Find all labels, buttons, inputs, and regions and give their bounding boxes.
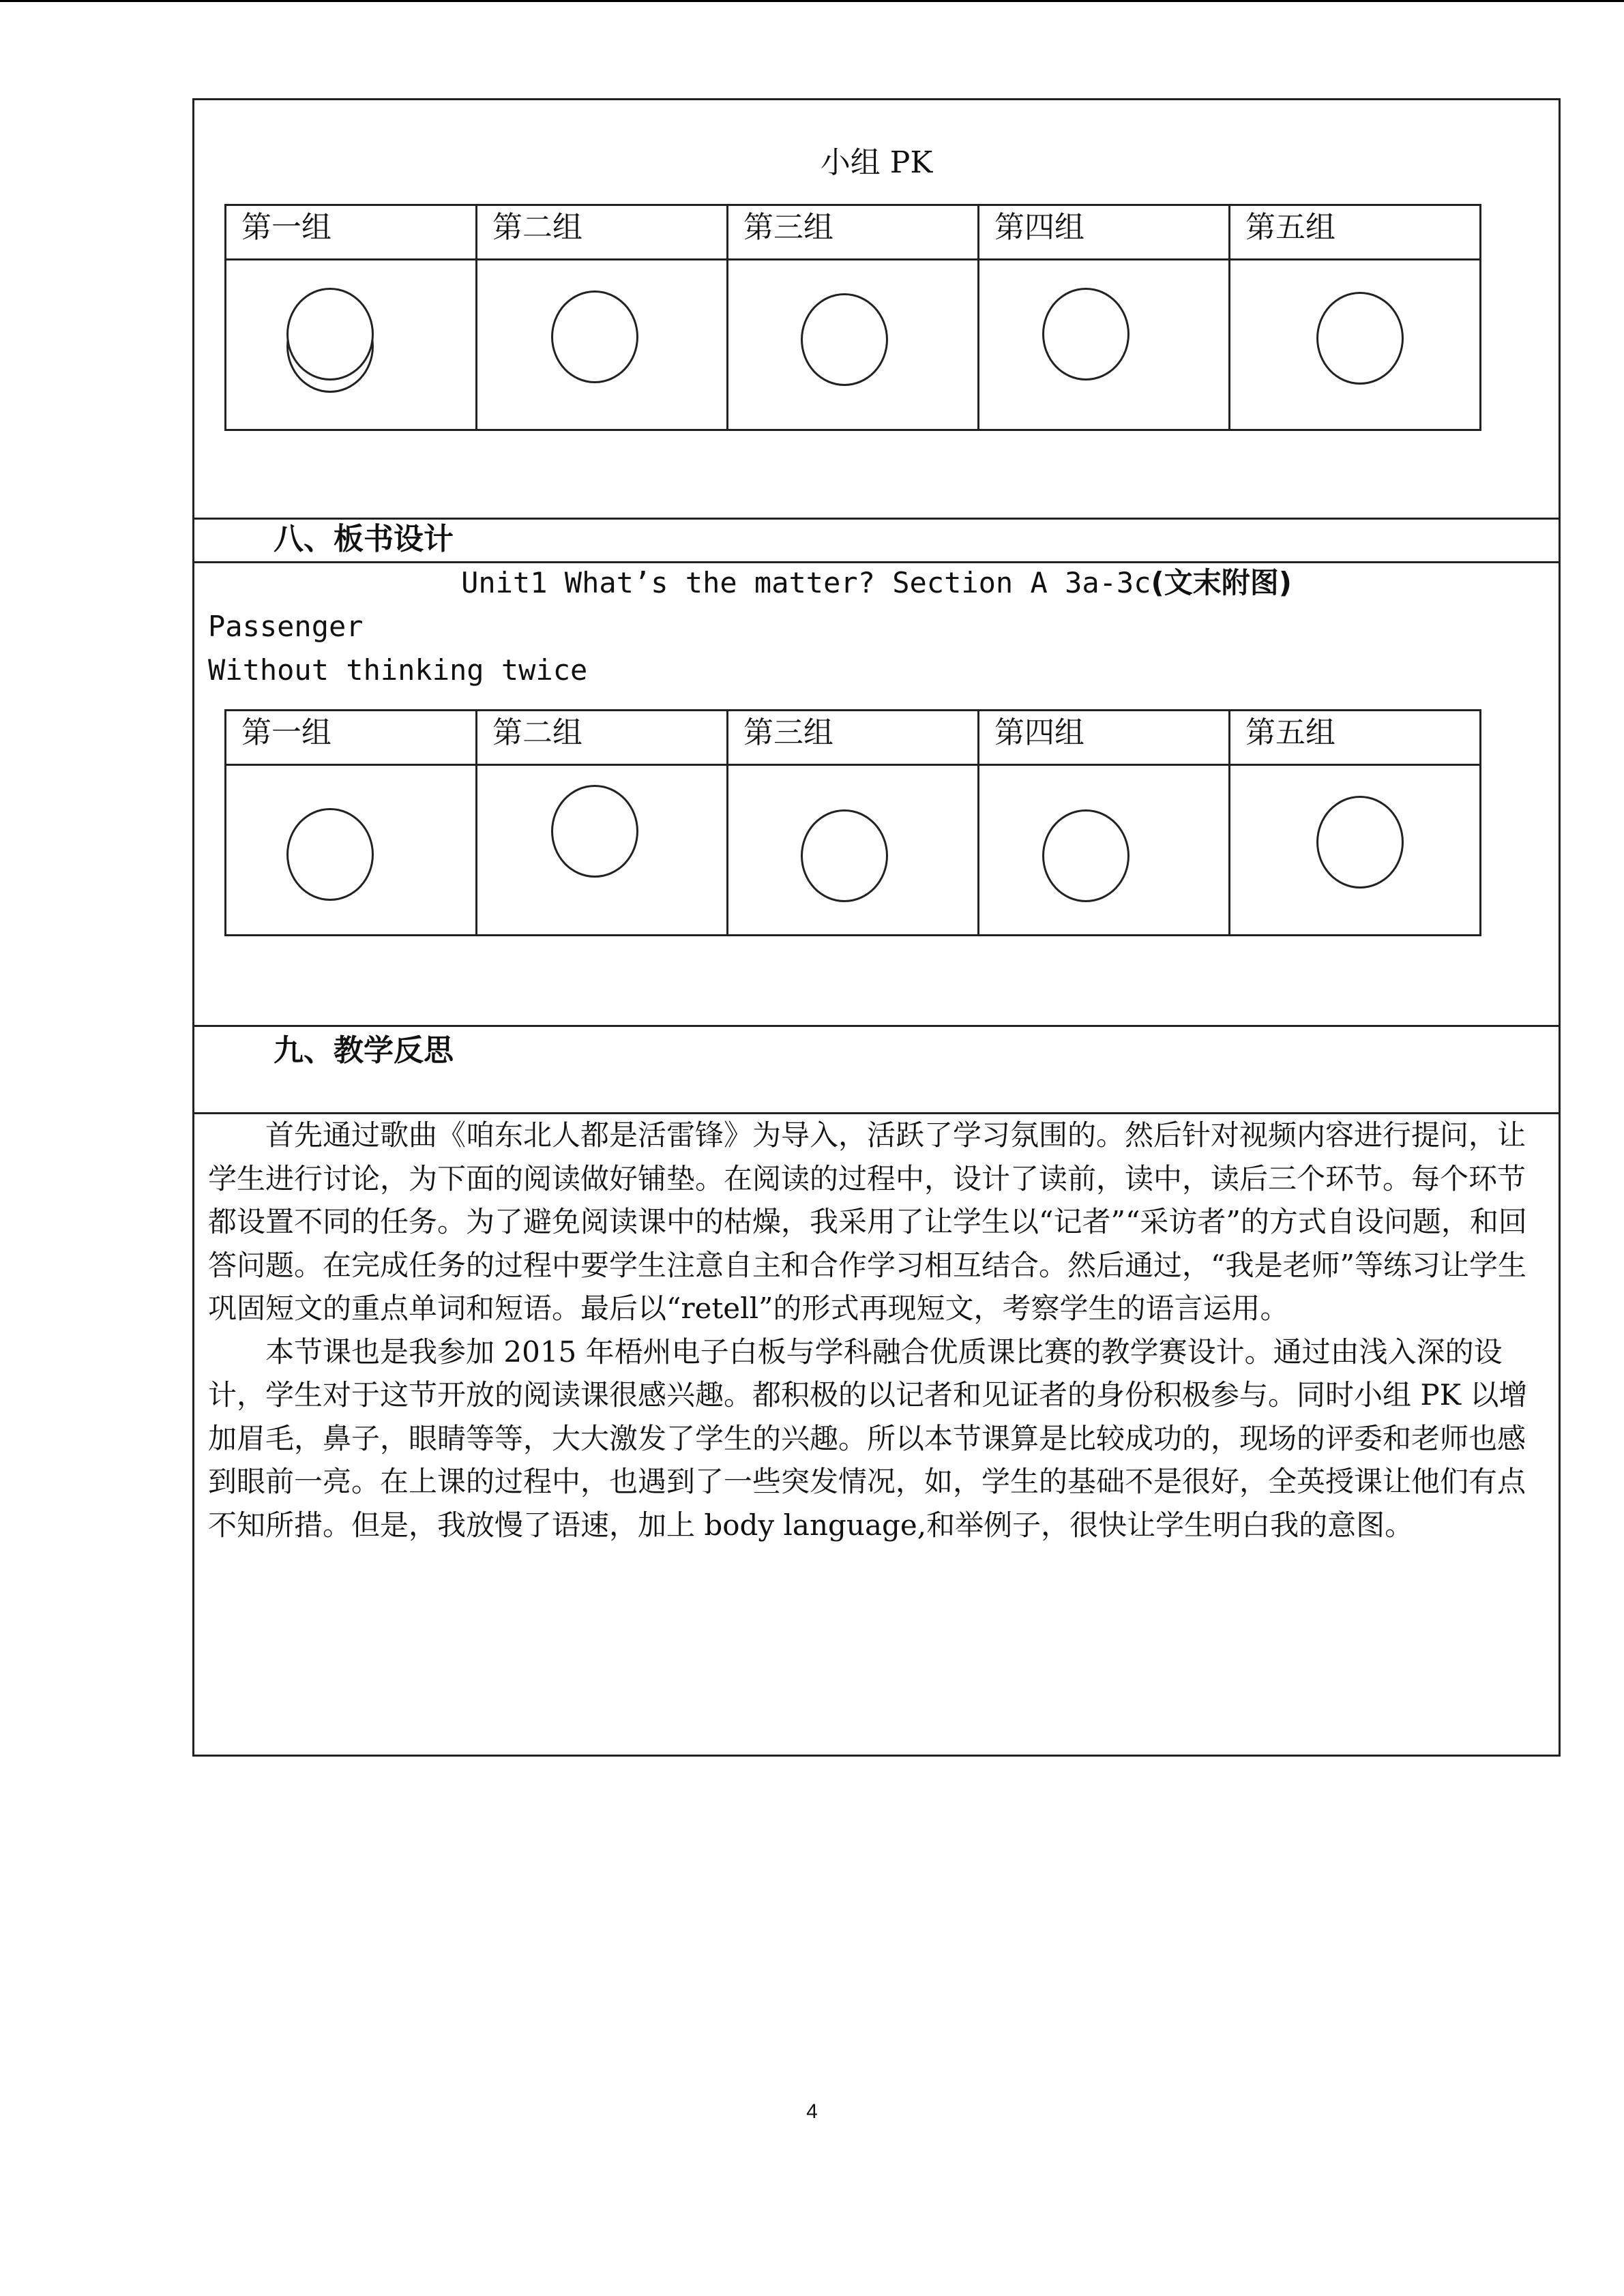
face-circle-icon: [286, 288, 374, 381]
group-cell-5: [1230, 765, 1481, 936]
face-circle-icon: [1316, 292, 1404, 385]
row-divider: [194, 561, 1559, 563]
group-header-2: 第二组: [477, 205, 728, 260]
lesson-plan-table: [192, 98, 1561, 1757]
reflection-text: [208, 1114, 1549, 1547]
group-cell-2: [477, 765, 728, 936]
row-divider: [194, 1025, 1559, 1027]
face-circle-icon: [801, 293, 888, 386]
face-circle-icon: [1042, 809, 1130, 902]
group-pk-table-2: [224, 709, 1481, 936]
group-cell-1: [226, 260, 477, 430]
group-header-5: 第五组: [1230, 711, 1481, 765]
top-border-line: [0, 0, 1624, 2]
face-circle-icon: [551, 290, 638, 383]
group-header-3: 第三组: [728, 711, 979, 765]
board-line-passenger: Passenger: [208, 610, 364, 643]
group-header-4: 第四组: [979, 205, 1230, 260]
face-circle-icon: [551, 785, 638, 878]
group-header-4: 第四组: [979, 711, 1230, 765]
unit-title: [194, 564, 1559, 602]
reflection-paragraph-2: 本节课也是我参加 2015 年梧州电子白板与学科融合优质课比赛的教学赛设计。通过由浅入深的设计，学生对于这节开放的阅读课很感兴趣。都积极的以记者和见证者的身份积极参与。同时小组 PK 以增加眉毛，鼻子，眼睛等等，大大激发了学生的兴趣。所以本节课算是比较成功的，现场的评委和老师也感到眼前一亮。在上课的过程中，也遇到了一些突发情况，如，学生的基础不是很好，全英授课让他们有点不知所措。但是，我放慢了语速，加上 body language,和举例子，很快让学生明白我的意图。: [208, 1335, 1528, 1542]
group-header-1: 第一组: [226, 711, 477, 765]
section-8-heading: 八、板书设计: [274, 522, 454, 556]
group-cell-1: [226, 765, 477, 936]
section-9-heading: 九、教学反思: [274, 1033, 454, 1068]
group-cell-4: [979, 765, 1230, 936]
group-pk-title: 小组 PK: [820, 145, 933, 180]
group-cell-5: [1230, 260, 1481, 430]
group-cell-3: [728, 260, 979, 430]
unit-title-suffix: (文末附图): [1151, 566, 1292, 599]
face-circle-icon: [286, 808, 374, 901]
group-header-3: 第三组: [728, 205, 979, 260]
group-cell-3: [728, 765, 979, 936]
face-circle-icon: [801, 809, 888, 902]
group-cell-4: [979, 260, 1230, 430]
page-number: 4: [806, 2100, 818, 2123]
board-line-without-thinking: Without thinking twice: [208, 653, 588, 687]
face-circle-icon: [1042, 288, 1130, 381]
group-header-1: 第一组: [226, 205, 477, 260]
face-circle-icon: [1316, 796, 1404, 889]
unit-title-text: Unit1 What’s the matter? Section A 3a-3c: [461, 566, 1151, 599]
group-pk-table-1: [224, 204, 1481, 431]
group-header-2: 第二组: [477, 711, 728, 765]
group-header-5: 第五组: [1230, 205, 1481, 260]
row-divider: [194, 518, 1559, 520]
reflection-paragraph-1: 首先通过歌曲《咱东北人都是活雷锋》为导入，活跃了学习氛围的。然后针对视频内容进行提问，让学生进行讨论，为下面的阅读做好铺垫。在阅读的过程中，设计了读前，读中，读后三个环节。每个环节都设置不同的任务。为了避免阅读课中的枯燥，我采用了让学生以“记者”“采访者”的方式自设问题，和回答问题。在完成任务的过程中要学生注意自主和合作学习相互结合。然后通过，“我是老师”等练习让学生巩固短文的重点单词和短语。最后以“retell”的形式再现短文，考察学生的语言运用。: [208, 1118, 1527, 1325]
group-cell-2: [477, 260, 728, 430]
